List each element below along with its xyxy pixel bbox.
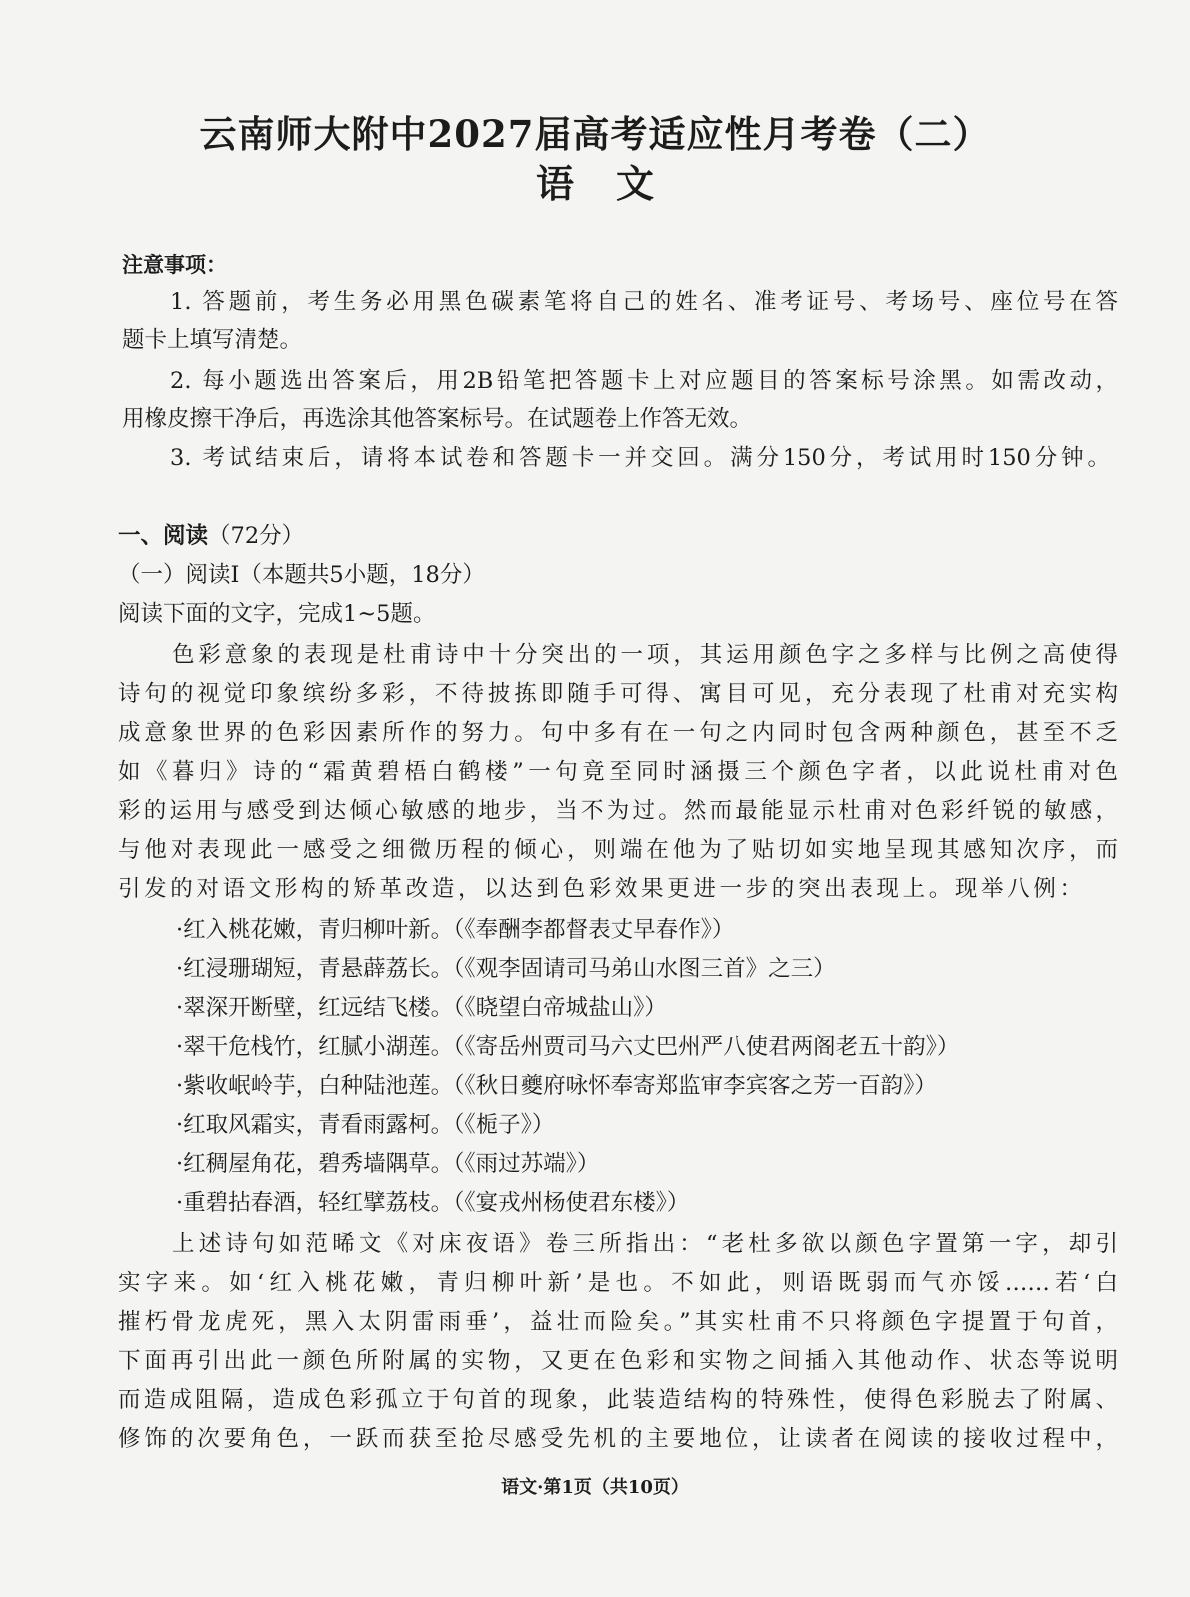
passage-line: 修饰的次要角色，一跃而获至抢尽感受先机的主要地位，让读者在阅读的接收过程中，: [118, 1426, 1118, 1452]
example-line: ·翠干危栈竹，红腻小湖莲。（《寄岳州贾司马六丈巴州严八使君两阁老五十韵》）: [176, 1034, 960, 1060]
passage-line: 诗句的视觉印象缤纷多彩，不待披拣即随手可得、寓目可见，充分表现了杜甫对充实构: [118, 681, 1118, 707]
passage-line: 彩的运用与感受到达倾心敏感的地步，当不为过。然而最能显示杜甫对色彩纤锐的敏感，: [118, 798, 1118, 824]
passage-line: 下面再引出此一颜色所附属的实物，又更在色彩和实物之间插入其他动作、状态等说明: [118, 1348, 1118, 1374]
example-line: ·紫收岷岭芋，白种陆池莲。（《秋日夔府咏怀奉寄郑监审李宾客之芳一百韵》）: [176, 1073, 937, 1099]
notice-heading: 注意事项：: [122, 252, 227, 277]
notice-item-2-line-1: 2. 每小题选出答案后，用2B铅笔把答题卡上对应题目的答案标号涂黑。如需改动，: [170, 368, 1118, 394]
notice-item-3-line-1: 3. 考试结束后，请将本试卷和答题卡一并交回。满分150分，考试用时150分钟。: [170, 445, 1110, 471]
passage-line: 成意象世界的色彩因素所作的努力。句中多有在一句之内同时包含两种颜色，甚至不乏: [118, 720, 1118, 746]
passage-line: 而造成阻隔，造成色彩孤立于句首的现象，此装造结构的特殊性，使得色彩脱去了附属、: [118, 1387, 1118, 1413]
subject-title: 语文: [535, 161, 696, 206]
example-line: ·红取风霜实，青看雨露柯。（《栀子》）: [176, 1112, 555, 1138]
passage-line: 色彩意象的表现是杜甫诗中十分突出的一项，其运用颜色字之多样与比例之高使得: [172, 642, 1118, 668]
reading-instruction: 阅读下面的文字，完成1~5题。: [118, 601, 436, 627]
exam-title: 云南师大附中2027届高考适应性月考卷（二）: [199, 112, 991, 156]
example-line: ·红稠屋角花，碧秀墙隅草。（《雨过苏端》）: [176, 1151, 600, 1177]
passage-line: 如《暮归》诗的“霜黄碧梧白鹤楼”一句竟至同时涵摄三个颜色字者，以此说杜甫对色: [118, 759, 1118, 785]
passage-line: 摧朽骨龙虎死，黑入太阴雷雨垂’，益壮而险矣。”其实杜甫不只将颜色字提置于句首，: [118, 1309, 1118, 1335]
notice-item-1-line-1: 1. 答题前，考生务必用黑色碳素笔将自己的姓名、准考证号、考场号、座位号在答: [170, 289, 1118, 315]
page-footer: 语文·第1页（共10页）: [501, 1477, 689, 1498]
example-line: ·红浸珊瑚短，青悬薜荔长。（《观李固请司马弟山水图三首》之三）: [176, 956, 836, 982]
sub-section-heading: （一）阅读Ⅰ（本题共5小题，18分）: [118, 562, 485, 588]
example-line: ·红入桃花嫩，青归柳叶新。（《奉酬李都督表丈早春作》）: [176, 917, 735, 943]
notice-item-2-line-2: 用橡皮擦干净后，再选涂其他答案标号。在试题卷上作答无效。: [122, 406, 753, 432]
example-line: ·翠深开断壁，红远结飞楼。（《晓望白帝城盐山》）: [176, 995, 667, 1021]
notice-item-1-line-2: 题卡上填写清楚。: [122, 327, 303, 353]
example-line: ·重碧拈春酒，轻红擘荔枝。（《宴戎州杨使君东楼》）: [176, 1190, 690, 1216]
passage-line: 引发的对语文形构的矫革改造，以达到色彩效果更进一步的突出表现上。现举八例：: [118, 876, 1082, 902]
passage-line: 实字来。如‘红入桃花嫩，青归柳叶新’是也。不如此，则语既弱而气亦馁……若‘白: [118, 1270, 1118, 1296]
section-heading-label: 一、阅读: [118, 523, 209, 549]
section-heading: [118, 521, 304, 551]
passage-line: 与他对表现此一感受之细微历程的倾心，则端在他为了贴切如实地呈现其感知次序，而: [118, 837, 1118, 863]
passage-line: 上述诗句如范晞文《对床夜语》卷三所指出：“老杜多欲以颜色字置第一字，却引: [172, 1231, 1118, 1257]
section-heading-score: （72分）: [208, 523, 305, 549]
